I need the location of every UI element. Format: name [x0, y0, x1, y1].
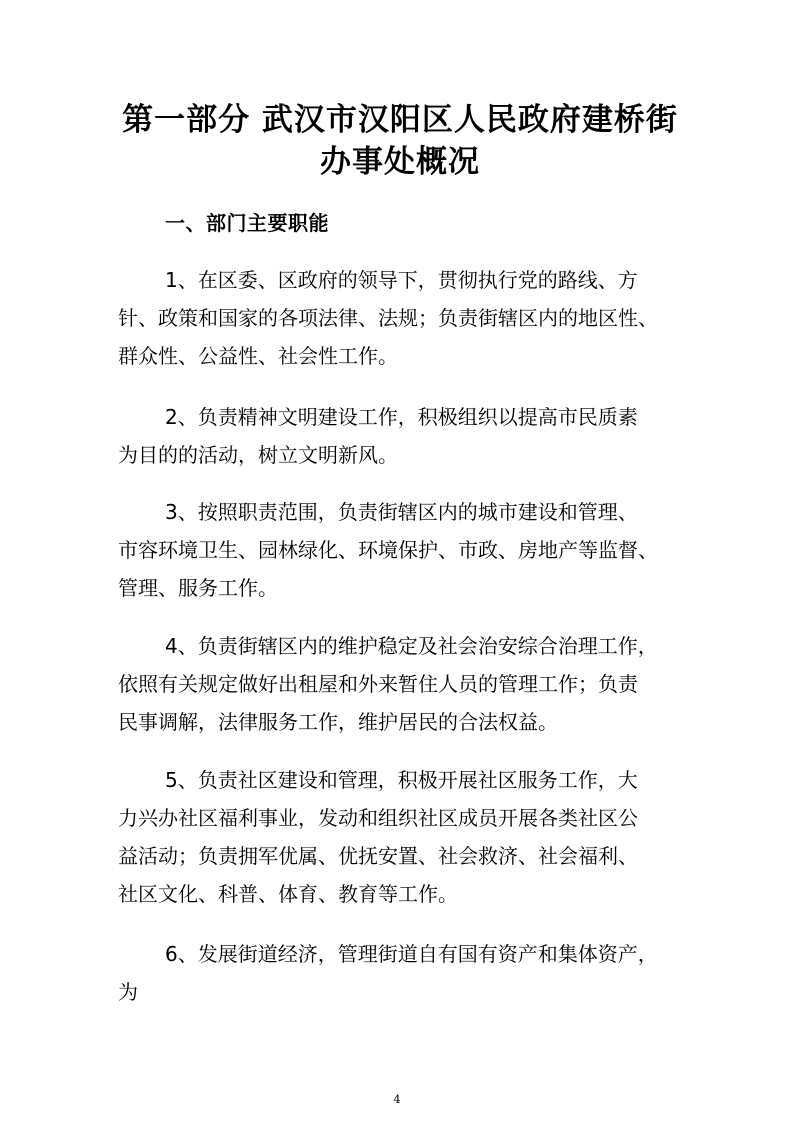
- paragraph-6-line-1: 6、发展街道经济，管理街道自有国有资产和集体资产，: [165, 942, 658, 966]
- section-heading: 一、部门主要职能: [165, 211, 329, 235]
- paragraph-5-line-1: 5、负责社区建设和管理，积极开展社区服务工作，大: [165, 768, 638, 792]
- paragraph-3-line-3: 管理、服务工作。: [118, 576, 278, 600]
- page-number: 4: [393, 1093, 401, 1106]
- paragraph-1-line-1: 1、在区委、区政府的领导下，贯彻执行党的路线、方: [165, 268, 638, 292]
- paragraph-4-line-2: 依照有关规定做好出租屋和外来暂住人员的管理工作；负责: [118, 672, 638, 696]
- paragraph-5-line-2: 力兴办社区福利事业，发动和组织社区成员开展各类社区公: [118, 806, 638, 830]
- paragraph-1-line-3: 群众性、公益性、社会性工作。: [118, 344, 398, 368]
- paragraph-2-line-2: 为目的的活动，树立文明新风。: [118, 443, 398, 467]
- paragraph-5-line-3: 益活动；负责拥军优属、优抚安置、社会救济、社会福利、: [118, 844, 638, 868]
- paragraph-5-line-4: 社区文化、科普、体育、教育等工作。: [118, 882, 458, 906]
- paragraph-4-line-3: 民事调解，法律服务工作，维护居民的合法权益。: [118, 710, 558, 734]
- paragraph-3-line-2: 市容环境卫生、园林绿化、环境保护、市政、房地产等监督、: [118, 538, 658, 562]
- paragraph-4-line-1: 4、负责街辖区内的维护稳定及社会治安综合治理工作，: [165, 634, 658, 658]
- paragraph-2-line-1: 2、负责精神文明建设工作，积极组织以提高市民质素: [165, 405, 638, 429]
- paragraph-6-line-2: 为: [118, 980, 138, 1004]
- document-title-line-1: 第一部分 武汉市汉阳区人民政府建桥街: [122, 102, 678, 138]
- document-title-line-2: 办事处概况: [320, 144, 480, 180]
- paragraph-3-line-1: 3、按照职责范围，负责街辖区内的城市建设和管理、: [165, 500, 638, 524]
- paragraph-1-line-2: 针、政策和国家的各项法律、法规；负责街辖区内的地区性、: [118, 306, 658, 330]
